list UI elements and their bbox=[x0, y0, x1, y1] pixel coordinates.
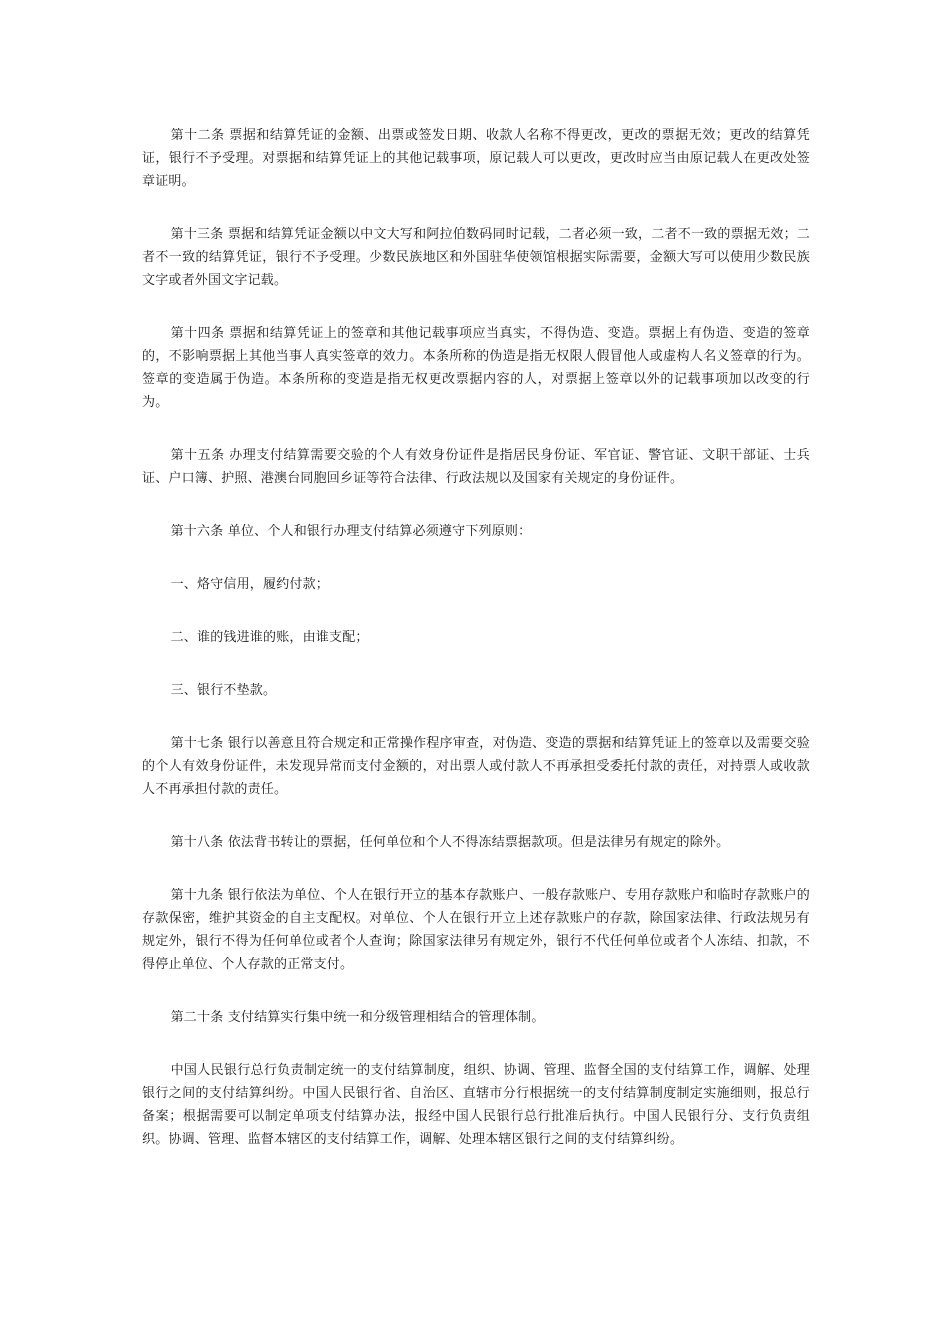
principle-1: 一、烙守信用，履约付款； bbox=[170, 577, 329, 592]
principle-3: 三、银行不垫款。 bbox=[170, 683, 277, 698]
article-14: 第十四条 票据和结算凭证上的签章和其他记载事项应当真实，不得伪造、变造。票据上有伪造、变造的签章的，不影响票据上其他当事人真实签章的效力。本条所称的伪造是指无权限人假冒他人或虚构人名义签章的行为。签章的变造属于伪造。本条所称的变造是指无权更改票据内容的人，对票据上签章以外的记载事项加以改变的行为。 bbox=[142, 326, 810, 410]
article-17: 第十七条 银行以善意且符合规定和正常操作程序审查，对伪造、变造的票据和结算凭证上的签章以及需要交验的个人有效身份证件，未发现异常而支付金额的，对出票人或付款人不再承担受委托付款的责任，对持票人或收款人不再承担付款的责任。 bbox=[142, 736, 810, 797]
article-20-detail: 中国人民银行总行负责制定统一的支付结算制度，组织、协调、管理、监督全国的支付结算工作，调解、处理银行之间的支付结算纠纷。中国人民银行省、自治区、直辖市分行根据统一的支付结算制度制定实施细则，报总行备案；根据需要可以制定单项支付结算办法，报经中国人民银行总行批准后执行。中国人民银行分、支行负责组织。协调、管理、监督本辖区的支付结算工作，调解、处理本辖区银行之间的支付结算纠纷。 bbox=[142, 1063, 810, 1147]
principle-2: 二、谁的钱进谁的账，由谁支配； bbox=[170, 630, 369, 645]
article-15: 第十五条 办理支付结算需要交验的个人有效身份证件是指居民身份证、军官证、警官证、文职干部证、士兵证、户口簿、护照、港澳台同胞回乡证等符合法律、行政法规以及国家有关规定的身份证件。 bbox=[142, 448, 810, 486]
article-16: 第十六条 单位、个人和银行办理支付结算必须遵守下列原则： bbox=[170, 524, 532, 539]
article-13: 第十三条 票据和结算凭证金额以中文大写和阿拉伯数码同时记载，二者必须一致，二者不一致的票据无效；二者不一致的结算凭证，银行不予受理。少数民族地区和外国驻华使领馆根据实际需要，金额大写可以使用少数民族文字或者外国文字记载。 bbox=[142, 227, 810, 288]
document-body bbox=[142, 124, 810, 1181]
article-12: 第十二条 票据和结算凭证的金额、出票或签发日期、收款人名称不得更改，更改的票据无效；更改的结算凭证，银行不予受理。对票据和结算凭证上的其他记载事项，原记载人可以更改，更改时应当由原记载人在更改处签章证明。 bbox=[142, 128, 810, 189]
article-18: 第十八条 依法背书转让的票据，任何单位和个人不得冻结票据款项。但是法律另有规定的除外。 bbox=[170, 835, 730, 850]
article-20: 第二十条 支付结算实行集中统一和分级管理相结合的管理体制。 bbox=[170, 1010, 545, 1025]
article-19: 第十九条 银行依法为单位、个人在银行开立的基本存款账户、一般存款账户、专用存款账户和临时存款账户的存款保密，维护其资金的自主支配权。对单位、个人在银行开立上述存款账户的存款，除国家法律、行政法规另有规定外，银行不得为任何单位或者个人查询；除国家法律另有规定外，银行不代任何单位或者个人冻结、扣款，不得停止单位、个人存款的正常支付。 bbox=[142, 888, 810, 972]
